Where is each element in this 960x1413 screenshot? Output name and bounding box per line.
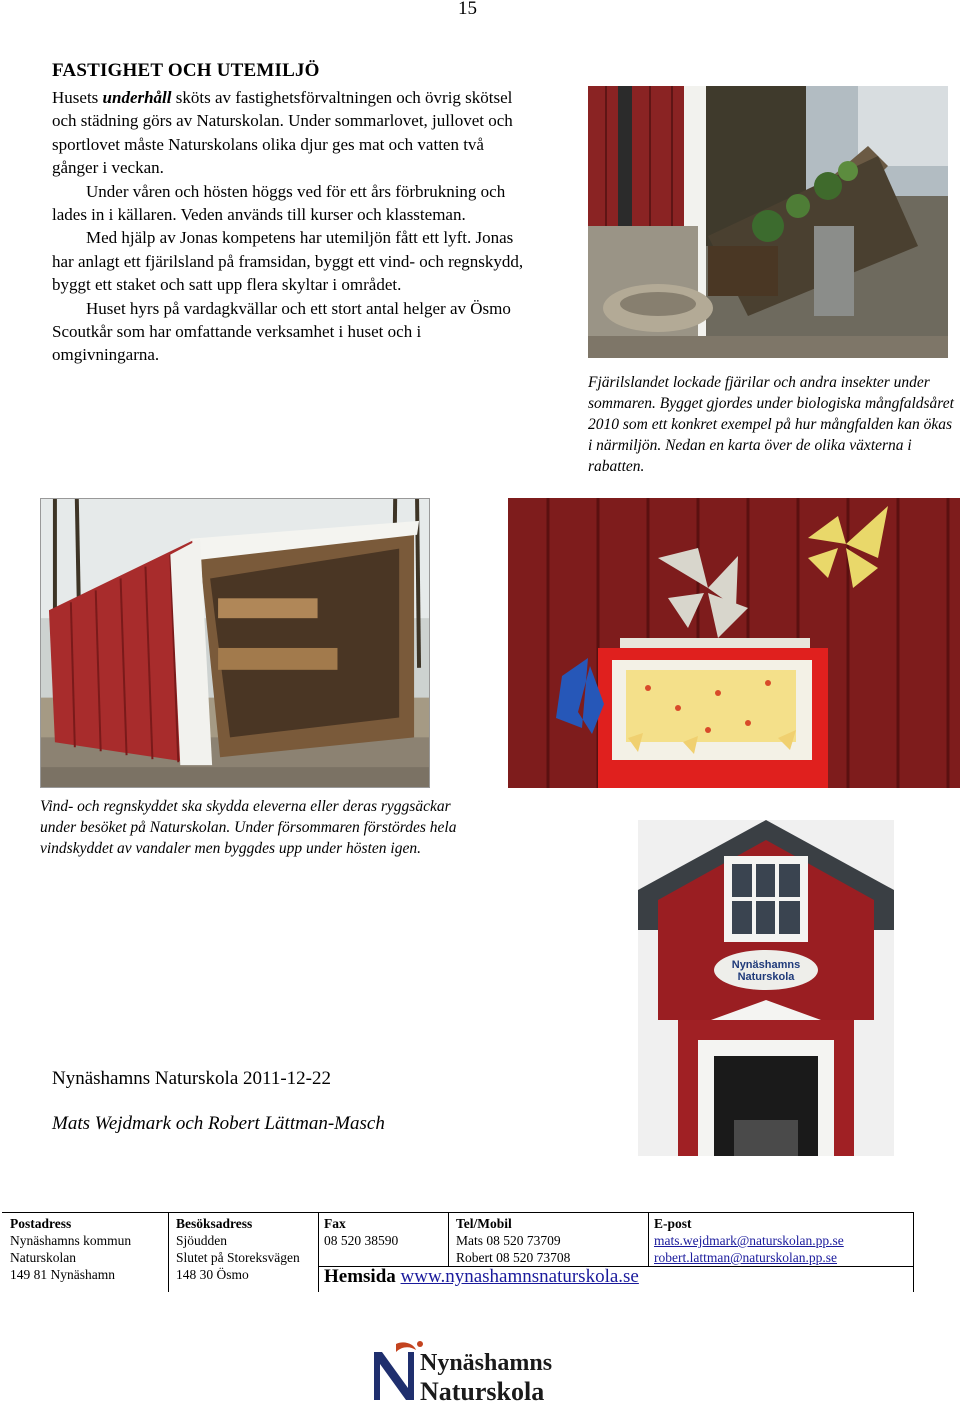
footer-email: E-post mats.wejdmark@naturskolan.pp.se robert.lattman@naturskolan.pp.se bbox=[654, 1216, 844, 1265]
paragraph-firewood: Under våren och hösten höggs ved för ett års förbrukning och lades in i källaren. Veden används till kurser och klassteman. bbox=[52, 181, 506, 225]
section-body bbox=[52, 86, 532, 367]
hemsida-label: Hemsida bbox=[324, 1266, 396, 1287]
logo-line1: Nynäshamns bbox=[420, 1350, 553, 1376]
email-link-robert[interactable]: robert.lattman@naturskolan.pp.se bbox=[654, 1250, 838, 1265]
footer-besoksadress: Besöksadress Sjöudden Slutet på Storeksvägen 148 30 Ösmo bbox=[176, 1216, 300, 1282]
building-sign-line2: Naturskola bbox=[737, 971, 795, 983]
section-heading: FASTIGHET OCH UTEMILJÖ bbox=[52, 60, 320, 81]
photo-butterfly-sign bbox=[508, 498, 960, 788]
paragraph-maintenance: Husets underhåll sköts av fastighetsförvaltningen och övrig skötsel och städning görs av Naturskolan. Under sommarlovet, jullovet och sportlovet måste Naturskolans olika djur ges mat och vatten två gånger i veckan. bbox=[52, 88, 513, 178]
building-sign-line1: Nynäshamns bbox=[731, 959, 801, 971]
page-number: 15 bbox=[458, 0, 477, 19]
footer-contact-table bbox=[2, 1212, 914, 1292]
footer-postadress: Postadress Nynäshamns kommun Naturskolan 149 81 Nynäshamn bbox=[10, 1216, 132, 1282]
caption-garden: Fjärilslandet lockade fjärilar och andra insekter under sommaren. Bygget gjordes under biologiska mångfaldsåret 2010 som ett konkret exempel på hur mångfalden kan ökas i närmiljön. Nedan en karta över de olika växterna i rabatten. bbox=[588, 374, 954, 475]
paragraph-scouts: Huset hyrs på vardagkvällar och ett stort antal helger av Ösmo Scoutkår som har omfattande verksamhet i huset och i omgivningarna. bbox=[52, 298, 511, 365]
paragraph-outdoor: Med hjälp av Jonas kompetens har utemiljön fått ett lyft. Jonas har anlagt ett fjärilsland på framsidan, byggt ett vind- och regnskydd, byggt ett staket och satt upp flera skyltar i området. bbox=[52, 228, 524, 295]
signature-org-date: Nynäshamns Naturskola 2011-12-22 bbox=[52, 1068, 331, 1089]
website-link[interactable]: www.nynashamnsnaturskola.se bbox=[400, 1266, 639, 1287]
photo-butterfly-garden bbox=[588, 86, 948, 358]
footer-hemsida bbox=[324, 1268, 639, 1285]
signature-authors: Mats Wejdmark och Robert Lättman-Masch bbox=[52, 1113, 385, 1134]
naturskola-logo bbox=[368, 1338, 578, 1408]
photo-wind-shelter bbox=[40, 498, 430, 788]
email-link-mats[interactable]: mats.wejdmark@naturskolan.pp.se bbox=[654, 1233, 844, 1248]
footer-fax: Fax 08 520 38590 bbox=[324, 1216, 399, 1248]
logo-line2: Naturskola bbox=[420, 1377, 545, 1406]
photo-building-entrance bbox=[638, 820, 894, 1156]
footer-tel: Tel/Mobil Mats 08 520 73709 Robert 08 520 73708 bbox=[456, 1216, 571, 1265]
logo-n-mark bbox=[374, 1352, 414, 1400]
caption-shelter: Vind- och regnskyddet ska skydda eleverna eller deras ryggsäckar under besöket på Naturskolan. Under försommaren förstördes hela vindskyddet av vandaler men byggdes upp under hösten igen. bbox=[40, 798, 457, 857]
emphasis-underhall: underhåll bbox=[102, 88, 172, 107]
